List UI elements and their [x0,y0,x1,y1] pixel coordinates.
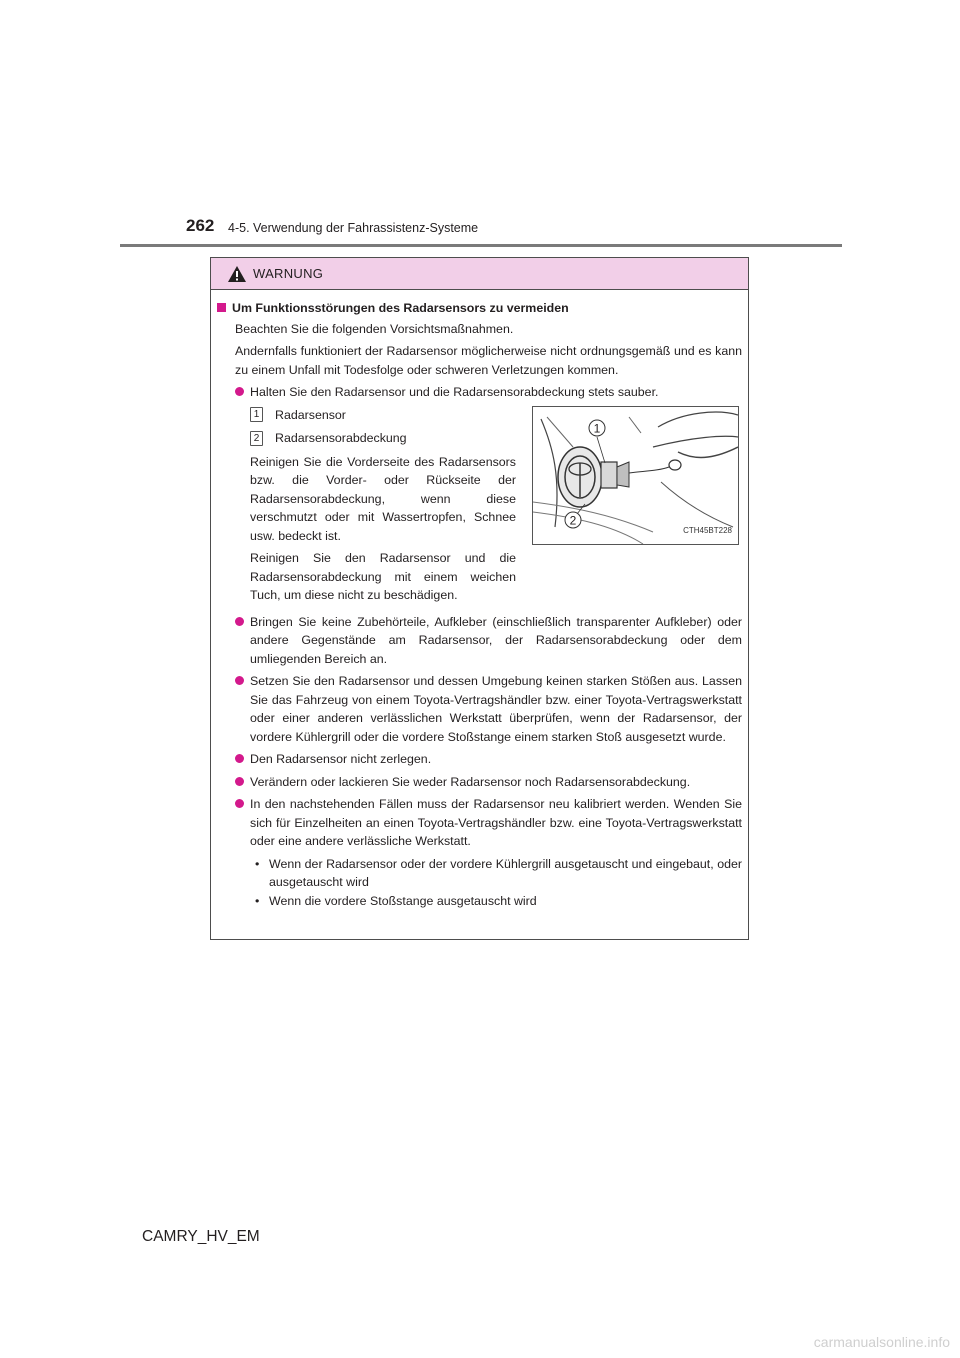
sub-bullet-text: Wenn die vordere Stoßstange ausgetauscht wird [269,893,537,908]
clean-paragraph-1: Reinigen Sie die Vorderseite des Radarsensors bzw. die Vorder- oder Rückseite der Radarsensorabdeckung, wenn diese verschmutzt oder mit Wassertropfen, Schnee usw. bedeckt ist. [250,454,516,543]
bullet-dot-icon [235,754,244,763]
sub-bullet-icon: • [255,893,260,908]
watermark: carmanualsonline.info [813,1334,950,1350]
bullet-text: In den nachstehenden Fällen muss der Radarsensor neu kalibriert werden. Wenden Sie sich für Einzelheiten an einen Toyota-Vertragshändler bzw. eine Toyota-Vertragswerkstatt oder eine andere verlässliche Werkstatt. [250,797,742,848]
legend-number: 1 [250,407,263,422]
legend-item-radar-cover [250,429,516,448]
intro-paragraph-1: Beachten Sie die folgenden Vorsichtsmaßnahmen. [235,321,514,336]
bullet-dot-icon [235,676,244,685]
image-code: CTH45BT228 [683,526,732,535]
square-bullet-icon [217,303,226,312]
section-title: 4-5. Verwendung der Fahrassistenz-Systeme [228,221,479,235]
radar-sensor-illustration [532,406,739,545]
legend-number: 2 [250,431,263,446]
bullet-no-modification [217,773,742,792]
bullet-text: Halten Sie den Radarsensor und die Radarsensorabdeckung stets sauber. [250,385,659,399]
warning-header [211,258,748,290]
bullet-no-impacts [217,672,742,746]
bullet-dot-icon [235,617,244,626]
legend-label: Radarsensorabdeckung [275,431,407,445]
bullet-dot-icon [235,777,244,786]
subheading-text: Um Funktionsstörungen des Radarsensors zu vermeiden [232,301,569,315]
warning-title: WARNUNG [253,266,324,281]
callout-2: 2 [569,513,577,527]
bullet-recalibration [217,795,742,851]
page-number: 262 [186,216,215,235]
figure-row [217,406,742,609]
legend-label: Radarsensor [275,407,346,422]
warning-box [210,257,749,940]
bullet-no-accessories [217,613,742,669]
sub-bullet-icon: • [255,856,260,871]
bullet-dot-icon [235,387,244,396]
list-item [255,892,742,911]
footer-code: CAMRY_HV_EM [142,1228,260,1245]
intro-block [217,320,742,380]
list-item [255,855,742,892]
bullet-text: Setzen Sie den Radarsensor und dessen Umgebung keinen starken Stößen aus. Lassen Sie das Fahrzeug von einem Toyota-Vertragshändler bzw. einer Toyota-Vertragswerkstatt oder einer anderen verlässlichen Werkstatt überprüfen, wenn der Radarsensor, der vordere Kühlergrill oder die vordere Stoßstange einem starken Stoß ausgesetzt wurde. [250,674,742,744]
bullet-dot-icon [235,799,244,808]
warning-subheading [217,299,742,318]
bullet-clean [217,383,742,402]
clean-paragraph-2: Reinigen Sie den Radarsensor und die Radarsensorabdeckung mit einem weichen Tuch, um diese nicht zu beschädigen. [250,551,516,602]
sub-bullet-text: Wenn der Radarsensor oder der vordere Kühlergrill ausgetauscht und eingebaut, oder ausgetauscht wird [269,856,742,889]
warning-triangle-icon [227,265,247,283]
figure-text [250,406,516,609]
bullet-no-disassembly [217,750,742,769]
recalibration-cases [217,855,742,911]
bullet-text: Verändern oder lackieren Sie weder Radarsensor noch Radarsensorabdeckung. [250,774,691,789]
bullet-text: Den Radarsensor nicht zerlegen. [250,752,432,766]
intro-paragraph-2: Andernfalls funktioniert der Radarsensor möglicherweise nicht ordnungsgemäß und es kann zu einem Unfall mit Todesfolge oder schweren Verletzungen kommen. [235,344,742,377]
warning-body [211,290,748,910]
legend-item-radar-sensor [250,406,516,425]
header-rule [120,244,842,247]
bullet-text: Bringen Sie keine Zubehörteile, Aufkleber (einschließlich transparenter Aufkleber) oder andere Gegenstände am Radarsensor, der Radarsensorabdeckung oder dem umliegenden Bereich an. [250,614,742,666]
callout-1: 1 [593,421,601,435]
